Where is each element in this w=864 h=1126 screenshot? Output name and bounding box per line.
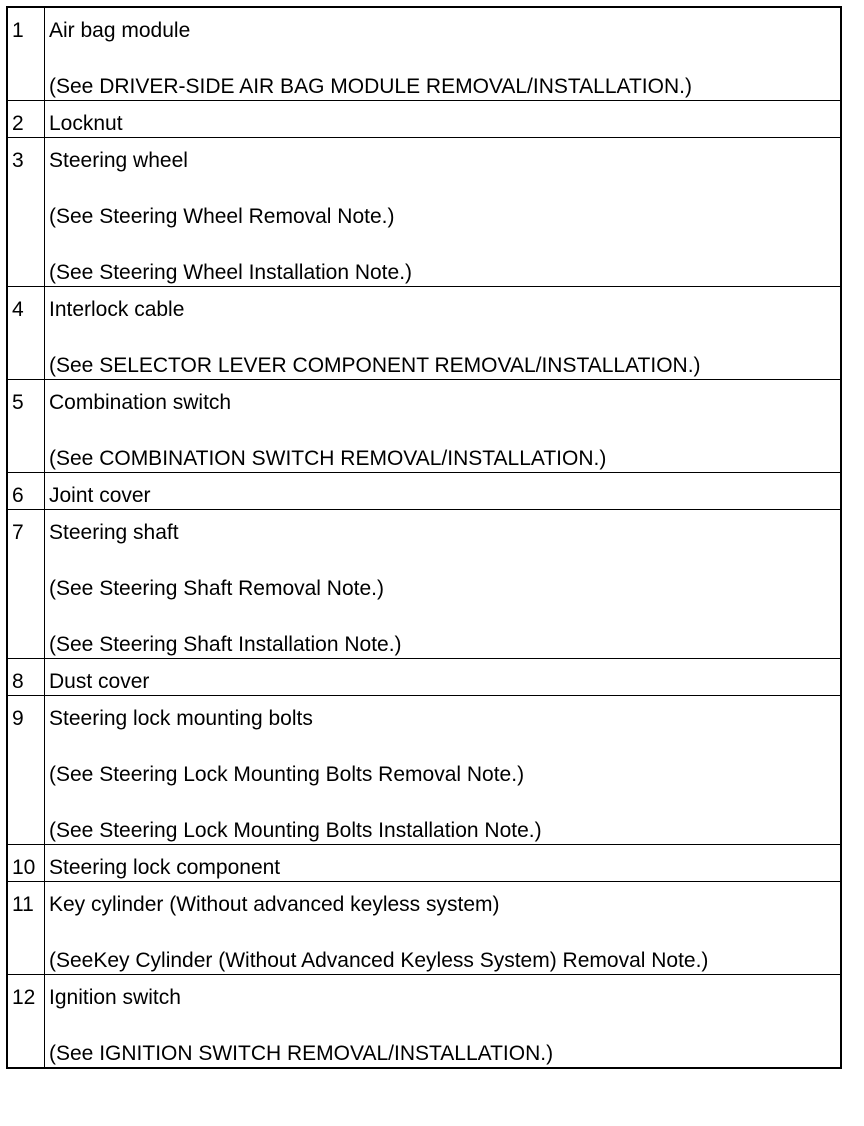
part-number-cell xyxy=(7,473,45,510)
procedure-reference: (See Steering Shaft Installation Note.) xyxy=(49,633,402,656)
part-number: 4 xyxy=(12,298,24,321)
part-name: Joint cover xyxy=(49,484,151,507)
part-description-cell xyxy=(45,696,842,845)
part-number: 11 xyxy=(12,893,34,916)
parts-table xyxy=(6,6,842,1069)
table-row xyxy=(7,7,841,101)
part-name: Air bag module xyxy=(49,19,191,42)
procedure-reference: (See SELECTOR LEVER COMPONENT REMOVAL/INSTALLATION.) xyxy=(49,354,701,377)
table-row xyxy=(7,975,841,1069)
part-number: 2 xyxy=(12,112,24,135)
procedure-reference: (See Steering Wheel Installation Note.) xyxy=(49,261,413,284)
procedure-reference: (See IGNITION SWITCH REMOVAL/INSTALLATION.) xyxy=(49,1042,554,1065)
part-name: Steering shaft xyxy=(49,521,179,544)
part-name: Key cylinder (Without advanced keyless system) xyxy=(49,893,500,916)
part-description-cell xyxy=(45,287,842,380)
part-number-cell xyxy=(7,882,45,975)
procedure-reference: (See Steering Shaft Removal Note.) xyxy=(49,577,384,600)
table-row xyxy=(7,510,841,659)
part-number-cell xyxy=(7,696,45,845)
part-description-cell xyxy=(45,101,842,138)
table-row xyxy=(7,101,841,138)
part-number-cell xyxy=(7,380,45,473)
part-number-cell xyxy=(7,510,45,659)
procedure-reference: (See DRIVER-SIDE AIR BAG MODULE REMOVAL/INSTALLATION.) xyxy=(49,75,692,98)
part-number: 1 xyxy=(12,19,24,42)
part-description-cell xyxy=(45,659,842,696)
part-description-cell xyxy=(45,882,842,975)
part-number: 6 xyxy=(12,484,24,507)
part-description-cell xyxy=(45,975,842,1069)
part-description-cell xyxy=(45,7,842,101)
part-number: 8 xyxy=(12,670,24,693)
table-row xyxy=(7,287,841,380)
procedure-reference: (SeeKey Cylinder (Without Advanced Keyless System) Removal Note.) xyxy=(49,949,709,972)
part-description-cell xyxy=(45,138,842,287)
part-name: Interlock cable xyxy=(49,298,185,321)
part-number: 5 xyxy=(12,391,24,414)
procedure-reference: (See Steering Lock Mounting Bolts Installation Note.) xyxy=(49,819,542,842)
part-number: 12 xyxy=(12,986,36,1009)
procedure-reference: (See Steering Wheel Removal Note.) xyxy=(49,205,395,228)
part-name: Locknut xyxy=(49,112,123,135)
part-description-cell xyxy=(45,845,842,882)
part-number: 3 xyxy=(12,149,24,172)
part-number-cell xyxy=(7,659,45,696)
part-number: 7 xyxy=(12,521,24,544)
part-name: Steering lock mounting bolts xyxy=(49,707,313,730)
table-row xyxy=(7,696,841,845)
parts-table-body xyxy=(7,7,841,1068)
part-description-cell xyxy=(45,510,842,659)
procedure-reference: (See Steering Lock Mounting Bolts Removal Note.) xyxy=(49,763,525,786)
table-row xyxy=(7,473,841,510)
part-number-cell xyxy=(7,287,45,380)
part-number-cell xyxy=(7,138,45,287)
part-name: Ignition switch xyxy=(49,986,181,1009)
part-description-cell xyxy=(45,380,842,473)
part-number-cell xyxy=(7,975,45,1069)
part-number-cell xyxy=(7,101,45,138)
procedure-reference: (See COMBINATION SWITCH REMOVAL/INSTALLATION.) xyxy=(49,447,607,470)
table-row xyxy=(7,882,841,975)
part-number: 9 xyxy=(12,707,24,730)
part-number-cell xyxy=(7,845,45,882)
part-name: Combination switch xyxy=(49,391,232,414)
table-row xyxy=(7,845,841,882)
part-description-cell xyxy=(45,473,842,510)
part-name: Dust cover xyxy=(49,670,150,693)
table-row xyxy=(7,659,841,696)
table-row xyxy=(7,380,841,473)
table-row xyxy=(7,138,841,287)
part-number-cell xyxy=(7,7,45,101)
part-name: Steering lock component xyxy=(49,856,281,879)
part-name: Steering wheel xyxy=(49,149,188,172)
part-number: 10 xyxy=(12,856,36,879)
